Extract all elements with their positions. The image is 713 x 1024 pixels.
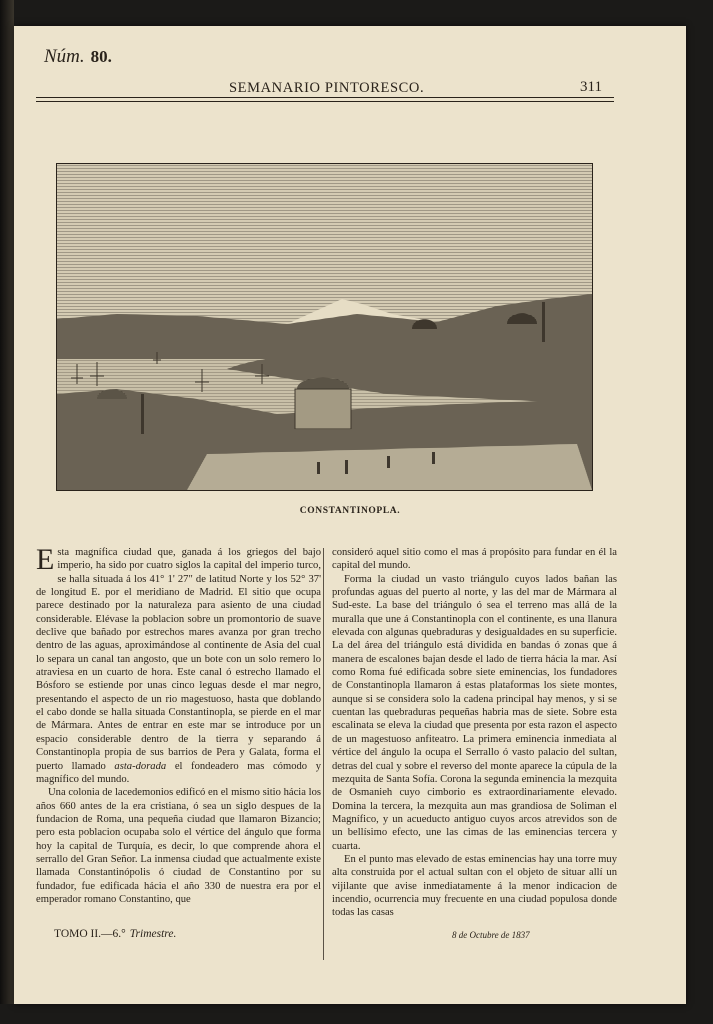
volume-footer bbox=[54, 928, 176, 940]
header-rule-thin bbox=[36, 101, 614, 102]
newspaper-page bbox=[14, 26, 686, 1004]
paragraph: consideró aquel sitio como el mas á propósito para fundar en él la capital del mundo. bbox=[332, 547, 617, 572]
italic-term: asta-dorada bbox=[114, 760, 167, 772]
engraving-constantinople bbox=[56, 163, 593, 491]
trimester-label: Trimestre. bbox=[129, 928, 177, 940]
volume-label: TOMO II.—6.° bbox=[54, 928, 126, 940]
paragraph-text: sta magnífica ciudad que, ganada á los griegos del bajo imperio, ha sido por cuatro siglos la capital del imperio turco, se halla situada á los 41° 1' 27" de latitud Norte y los 52° 37' de longitud E. por el meridiano de Madrid. El sitio que ocupa parece destinado por la naturaleza para asiento de una ciudad considerable. Elévase la poblacion sobre un promontorio de suave declive que bañado por estrechos mares avanza por gran trecho dentro de las aguas, aproximándose al continente de Asia del cual lo separa un canal tan angosto, que un bote con un solo remero lo atraviesa en un cuarto de hora. Este canal ó estrecho llamado el Bósforo se estiende por unas cinco leguas desde el mar negro, presentando el aspecto de un rio magestuoso, hasta que doblando el cabo donde se halla situada Constantinopla, se pierde en el mar de Mármara. Antes de entrar en este mar se introduce por un espacio considerable dentro de la tierra y separando á Constantinopla propia de sus barrios de Pera y Galata, forma el puerto llamado bbox=[36, 547, 321, 772]
issue-number bbox=[44, 46, 112, 68]
paragraph bbox=[36, 543, 321, 786]
masthead-title: SEMANARIO PINTORESCO. bbox=[229, 80, 425, 96]
text-column-left bbox=[36, 543, 321, 906]
header-rule bbox=[36, 97, 614, 98]
figure-caption: CONSTANTINOPLA. bbox=[299, 506, 401, 516]
engraving-illustration bbox=[57, 164, 592, 490]
paragraph: Forma la ciudad un vasto triángulo cuyos lados bañan las profundas aguas del puerto al norte, y las del mar de Mármara al Sud-este. La base del triángulo ó sea el terreno mas allá de la muralla que une á Constantinopla con el continente, es una llanura elevada con algunas quebraduras y desigualdades en su superficie. La del área del triángulo está dividida en bandas ó zonas que á manera de escalones bajan desde el lado de tierra hácia la mar. Así como Roma fué edificada sobre siete eminencias, los fundadores de Constantinopla llamaron á estas plataformas los siete montes, aunque si se considera solo la cadena principal hay menos, y si se cuentan las quebraduras pequeñas habria mas de siete. Sobre esta escalinata se eleva la ciudad que presenta por esta razon el aspecto de un magestuoso anfiteatro. La primera eminencia inmediata al vértice del ángulo la ocupa el Serrallo ó vasto palacio del sultan, detras del cual y sobre el reverso del monte aparece la cúpula de la mezquita de Santa Sofía. Corona la segunda eminencia la mezquita de Osmanieh cuyo cimborio es extraordinariamente elevado. Domina la tercera, la mezquita aun mas grandiosa de Soliman el Magnífico, y un acueducto antiguo cuyos arcos atrevidos son de un bellísimo efecto, une las cimas de las eminencias tercera y cuarta. bbox=[332, 573, 617, 852]
drop-cap: E bbox=[36, 543, 55, 576]
issue-value: 80. bbox=[90, 47, 112, 66]
issue-date: 8 de Octubre de 1837 bbox=[452, 930, 530, 940]
page-number: 311 bbox=[580, 79, 602, 95]
text-column-right bbox=[332, 546, 617, 920]
paragraph: Una colonia de lacedemonios edificó en el mismo sitio hácia los años 660 antes de la era cristiana, ó sea un siglo despues de la fundacion de Roma, una pequeña ciudad que llamaron Bizancio; pero esta poblacion ocupaba solo el vértice del ángulo que forma hoy la capital de Turquía, es decir, lo que comprende ahora el serrallo del Gran Señor. La inmensa ciudad que actualmente existe llamada Constantinópolis ó ciudad de Constantino por su fundador, fue edificada hácia el año 330 de nuestra era por el emperador romano Constantino, que bbox=[36, 787, 321, 905]
paragraph: En el punto mas elevado de estas eminencias hay una torre muy alta construida por el actual sultan con el objeto de situar allí un vijilante que avise inmediatamente á la menor indicacion de incendio, ocurrencia muy frecuente en una ciudad populosa donde todas las casas bbox=[332, 853, 617, 919]
issue-label: Núm. bbox=[44, 46, 85, 67]
column-divider bbox=[323, 548, 324, 960]
paragraph-text-end: el fondeadero mas cómodo y magnífico del mundo. bbox=[36, 760, 321, 785]
book-gutter bbox=[0, 0, 14, 1004]
